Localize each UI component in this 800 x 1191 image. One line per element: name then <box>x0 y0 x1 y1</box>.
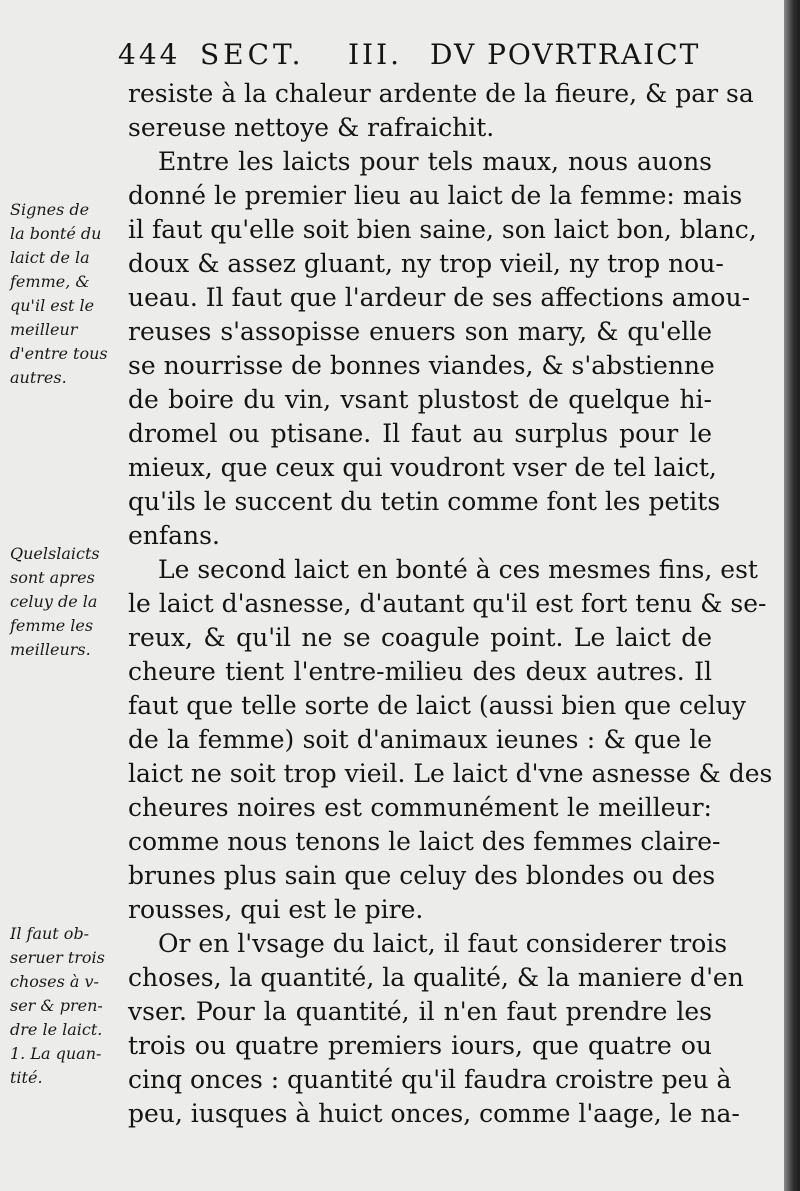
margin-note-line: qu'il est le <box>10 296 95 315</box>
text-line: sereuse nettoye & rafraichit. <box>128 113 495 142</box>
margin-note-line: meilleur <box>10 320 78 339</box>
margin-note-1 <box>10 198 122 390</box>
margin-note-line: Il faut ob- <box>10 924 90 943</box>
text-line: faut que telle sorte de laict (aussi bien que celuy <box>128 691 746 720</box>
text-line: qu'ils le succent du tetin comme font les petits <box>128 487 721 516</box>
margin-note-line: femme, & <box>10 272 90 291</box>
page-number: 444 <box>118 38 181 71</box>
text-line: reuses s'assopisse enuers son mary, & qu'elle <box>128 317 712 346</box>
text-line: se nourrisse de bonnes viandes, & s'abstienne <box>128 351 715 380</box>
text-line: resiste à la chaleur ardente de la fieure, & par sa <box>128 79 754 108</box>
text-line: brunes plus sain que celuy des blondes ou des <box>128 861 716 890</box>
text-line: cinq onces : quantité qu'il faudra croistre peu à <box>128 1065 732 1094</box>
text-line: cheures noires est communément le meilleur: <box>128 793 712 822</box>
text-line: peu, iusques à huict onces, comme l'aage, le na- <box>128 1099 740 1128</box>
text-line: donné le premier lieu au laict de la femme: mais <box>128 181 743 210</box>
text-line: enfans. <box>128 521 220 550</box>
margin-note-line: autres. <box>10 368 67 387</box>
page-edge <box>784 0 800 1191</box>
text-line: choses, la quantité, la qualité, & la maniere d'en <box>128 963 744 992</box>
text-line: ueau. Il faut que l'ardeur de ses affections amou- <box>128 283 751 312</box>
page-header <box>118 38 701 78</box>
text-line: Or en l'vsage du laict, il faut considerer trois <box>158 929 728 958</box>
margin-note-line: dre le laict. <box>10 1020 103 1039</box>
text-line: il faut qu'elle soit bien saine, son laict bon, blanc, <box>128 215 757 244</box>
margin-note-line: seruer trois <box>10 948 105 967</box>
text-line: de la femme) soit d'animaux ieunes : & que le <box>128 725 712 754</box>
margin-note-line: ser & pren- <box>10 996 103 1015</box>
margin-note-line: meilleurs. <box>10 640 91 659</box>
text-line: trois ou quatre premiers iours, que quatre ou <box>128 1031 712 1060</box>
text-line: doux & assez gluant, ny trop vieil, ny trop nou- <box>128 249 724 278</box>
margin-note-line: d'entre tous <box>10 344 108 363</box>
text-line: laict ne soit trop vieil. Le laict d'vne asnesse & des <box>128 759 773 788</box>
running-title: DV POVRTRAICT <box>430 38 701 71</box>
section-label: SECT. <box>200 38 305 71</box>
text-line: de boire du vin, vsant plustost de quelque hi- <box>128 385 712 414</box>
text-line: cheure tient l'entre-milieu des deux autres. Il <box>128 657 712 686</box>
text-line: le laict d'asnesse, d'autant qu'il est fort tenu & se- <box>128 589 767 618</box>
text-line: Le second laict en bonté à ces mesmes fins, est <box>158 555 758 584</box>
margin-note-line: sont apres <box>10 568 95 587</box>
section-number: III. <box>348 38 403 71</box>
margin-note-line: Quelslaicts <box>10 544 100 563</box>
margin-note-2 <box>10 542 122 662</box>
text-line: comme nous tenons le laict des femmes claire- <box>128 827 721 856</box>
margin-note-line: choses à v- <box>10 972 99 991</box>
text-line: dromel ou ptisane. Il faut au surplus pour le <box>128 419 712 448</box>
text-line: Entre les laicts pour tels maux, nous auons <box>158 147 712 176</box>
margin-note-line: la bonté du <box>10 224 102 243</box>
margin-note-3 <box>10 922 122 1090</box>
margin-note-line: 1. La quan- <box>10 1044 102 1063</box>
text-line: rousses, qui est le pire. <box>128 895 424 924</box>
margin-note-line: celuy de la <box>10 592 98 611</box>
margin-note-line: tité. <box>10 1068 43 1087</box>
text-line: vser. Pour la quantité, il n'en faut prendre les <box>128 997 712 1026</box>
text-line: mieux, que ceux qui voudront vser de tel laict, <box>128 453 717 482</box>
margin-note-line: Signes de <box>10 200 90 219</box>
text-line: reux, & qu'il ne se coagule point. Le laict de <box>128 623 712 652</box>
margin-note-line: laict de la <box>10 248 90 267</box>
margin-note-line: femme les <box>10 616 94 635</box>
